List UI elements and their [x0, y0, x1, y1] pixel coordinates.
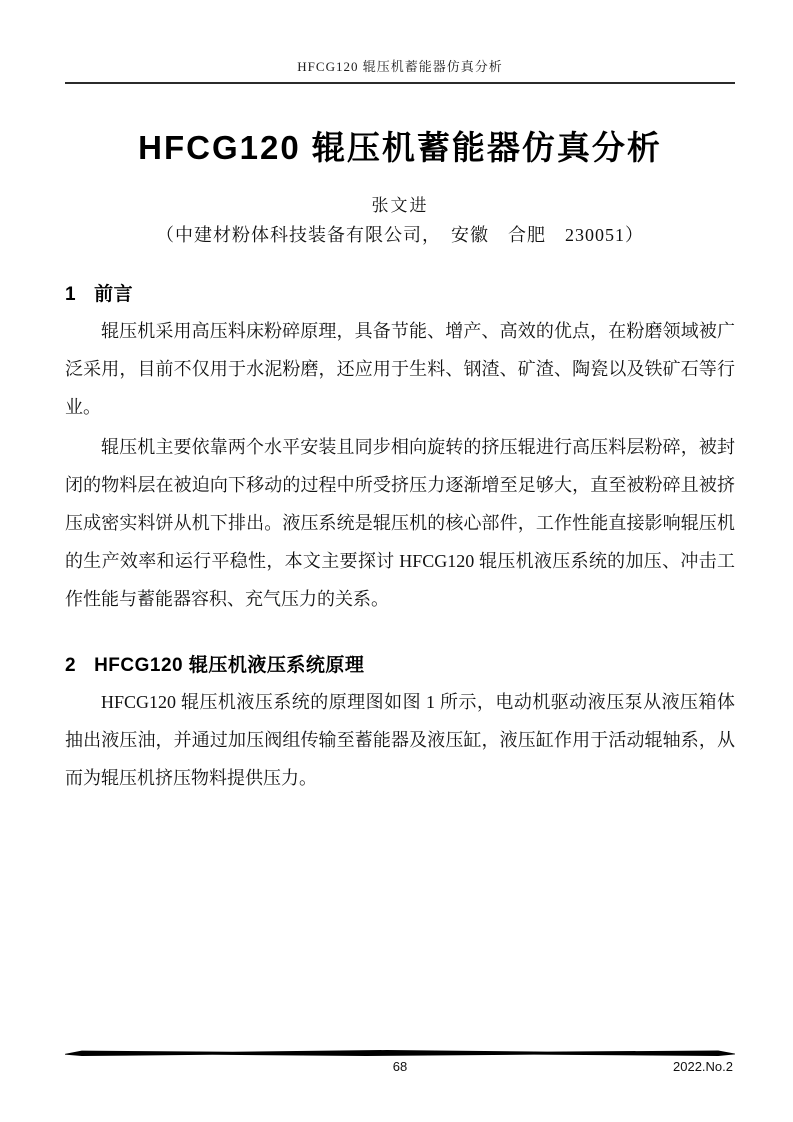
page-number: 68	[392, 1059, 408, 1074]
section-number: 2	[65, 655, 77, 676]
section-heading-1	[65, 279, 735, 306]
paragraph: 辊压机采用高压料床粉碎原理，具备节能、增产、高效的优点，在粉磨领域被广泛采用，目前不仅用于水泥粉磨，还应用于生料、钢渣、矿渣、陶瓷以及铁矿石等行业。	[65, 321, 735, 417]
author-affiliation: （中建材粉体科技装备有限公司， 安徽 合肥 230051）	[156, 225, 644, 245]
paragraph: HFCG120 辊压机液压系统的原理图如图 1 所示，电动机驱动液压泵从液压箱体抽出液压油，并通过加压阀组传输至蓄能器及液压缸，液压缸作用于活动辊轴系，从而为辊压机挤压物料提供压力。	[65, 692, 735, 788]
section-number: 1	[65, 284, 77, 305]
paragraph: 辊压机主要依靠两个水平安装且同步相向旋转的挤压辊进行高压料层粉碎，被封闭的物料层在被迫向下移动的过程中所受挤压力逐渐增至足够大，直至被粉碎且被挤压成密实料饼从机下排出。液压系统是辊压机的核心部件，工作性能直接影响辊压机的生产效率和运行平稳性，本文主要探讨 HFCG120 辊压机液压系统的加压、冲击工作性能与蓄能器容积、充气压力的关系。	[65, 437, 735, 609]
footer-bar	[65, 1050, 735, 1056]
issue-label: 2022.No.2	[673, 1059, 733, 1074]
footer-row	[65, 1059, 735, 1077]
running-header: HFCG120 辊压机蓄能器仿真分析	[297, 59, 503, 74]
section-title: HFCG120 辊压机液压系统原理	[94, 655, 365, 676]
header-rule	[65, 82, 735, 84]
page-title: HFCG120 辊压机蓄能器仿真分析	[138, 129, 662, 166]
section-title: 前言	[94, 284, 134, 305]
author-name: 张文进	[371, 196, 429, 215]
page-footer	[65, 1050, 735, 1077]
section-heading-2	[65, 650, 735, 677]
